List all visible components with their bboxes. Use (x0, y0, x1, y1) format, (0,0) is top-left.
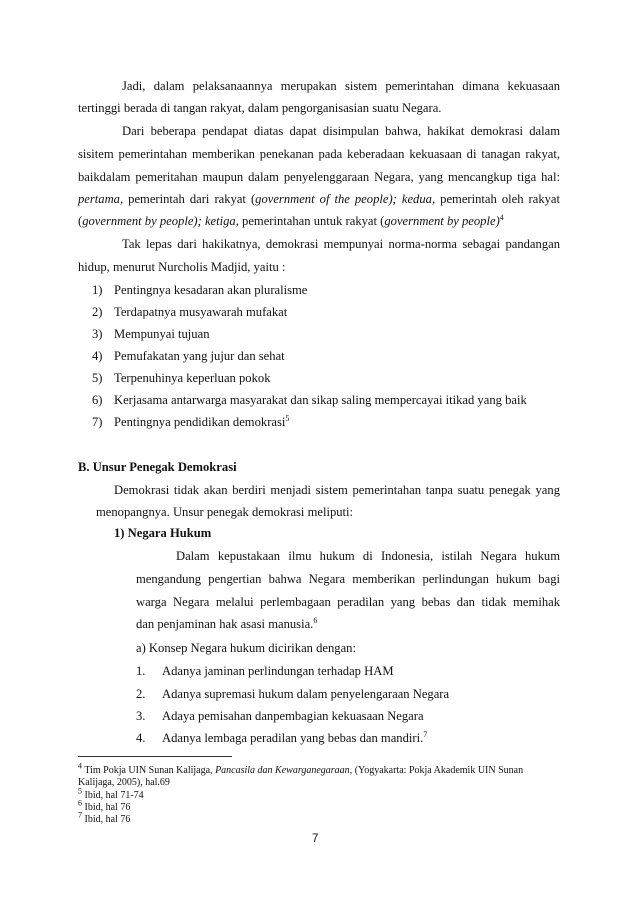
list-text: Terpenuhinya keperluan pokok (114, 371, 271, 385)
list-text: Adanya supremasi hukum dalam penyelengaraan Negara (162, 687, 450, 701)
list-text: Pentingnya pendidikan demokrasi (114, 415, 286, 429)
list-item (92, 348, 285, 364)
text-segment: pemerintah dari rakyat ( (123, 192, 256, 206)
negara-hukum-line-1: Dalam kepustakaan ilmu hukum di Indonesia, istilah Negara hukum (176, 549, 560, 563)
italic-book-title: Pancasila dan Kewarganegaraan, (215, 765, 353, 776)
list-number: 2) (92, 305, 103, 319)
page-number: 7 (312, 833, 319, 845)
italic-pertama: pertama, (78, 192, 124, 206)
text-segment: Ibid, hal 76 (82, 814, 131, 825)
list-text: Pentingnya kesadaran akan pluralisme (114, 283, 308, 297)
negara-hukum-line-2: mengandung pengertian bahwa Negara memberikan perlindungan hukum bagi (136, 572, 560, 586)
footnote-4-line-2: Kalijaga, 2005), hal.69 (78, 777, 170, 788)
text-segment: ( (78, 214, 83, 228)
footnote-number: 5 (78, 786, 82, 796)
list-text: Pemufakatan yang jujur dan sehat (114, 349, 285, 363)
footnote-number: 7 (78, 810, 82, 820)
paragraph-2-line-1: Dari beberapa pendapat diatas dapat disimpulan bahwa, hakikat demokrasi dalam (122, 124, 560, 138)
list-item (92, 304, 287, 320)
negara-hukum-line-3: warga Negara melalui perlembagaan peradilan yang bebas dan tidak memihak (136, 595, 560, 609)
list-number: 4) (92, 349, 103, 363)
text-segment: Tim Pokja UIN Sunan Kalijaga, (82, 765, 216, 776)
list-item (136, 708, 424, 724)
list-text: Adaya pemisahan danpembagian kekuasaan Negara (162, 709, 424, 723)
section-b-line-1: Demokrasi tidak akan berdiri menjadi sistem pemerintahan tanpa suatu penegak yang (114, 483, 560, 497)
section-b-line-2: menopangnya. Unsur penegak demokrasi meliputi: (96, 505, 354, 519)
subsection-heading: 1) Negara Hukum (114, 526, 212, 540)
paragraph-2-line-5 (78, 213, 504, 229)
footnote-7 (78, 810, 131, 826)
text-segment: (Yogyakarta: Pokja Akademik UIN Sunan (352, 765, 524, 776)
list-item (136, 730, 427, 746)
text-segment: pemerintah oleh rakyat (435, 192, 561, 206)
italic-government-by-people: government by people); ketiga, (82, 214, 239, 228)
paragraph-3-line-2: hidup, menurut Nurcholis Madjid, yaitu : (78, 260, 286, 274)
negara-hukum-line-4 (136, 616, 317, 632)
footnote-divider (78, 756, 232, 757)
list-number: 2. (136, 687, 146, 701)
list-number: 4. (136, 731, 146, 745)
list-number: 6) (92, 393, 103, 407)
list-text: Terdapatnya musyawarah mufakat (114, 305, 288, 319)
list-number: 1) (92, 283, 103, 297)
footnote-6 (78, 798, 131, 814)
list-item (92, 370, 271, 386)
footnote-ref-7: 7 (423, 729, 428, 739)
list-number: 7) (92, 415, 103, 429)
list-item (92, 326, 210, 342)
list-text: Adanya jaminan perlindungan terhadap HAM (162, 664, 394, 678)
section-heading: B. Unsur Penegak Demokrasi (78, 460, 237, 474)
list-item (136, 686, 449, 702)
list-number: 3. (136, 709, 146, 723)
sub-list-heading: a) Konsep Negara hukum dicirikan dengan: (136, 641, 356, 655)
list-item (92, 414, 289, 430)
list-number: 5) (92, 371, 103, 385)
paragraph-2-line-4 (78, 191, 560, 207)
text-segment: pemerintahan untuk rakyat ( (238, 214, 385, 228)
footnote-number: 4 (78, 761, 82, 771)
list-text: Kerjasama antarwarga masyarakat dan sikap saling mempercayai itikad yang baik (114, 393, 527, 407)
list-item (136, 663, 394, 679)
list-text: Mempunyai tujuan (114, 327, 210, 341)
list-item (92, 282, 307, 298)
list-number: 3) (92, 327, 103, 341)
paragraph-2-line-3: baikdalam pemeritahan maupun dalam penyelenggaraan Negara, yang mencangkup tiga hal: (78, 170, 560, 184)
list-number: 1. (136, 664, 146, 678)
paragraph-3-line-1: Tak lepas dari hakikatnya, demokrasi mempunyai norma-norma sebagai pandangan (122, 237, 560, 251)
list-text: Adanya lembaga peradilan yang bebas dan mandiri. (162, 731, 424, 745)
list-item (92, 392, 527, 408)
text-segment: Ibid, hal 76 (82, 802, 131, 813)
footnote-ref-5: 5 (285, 413, 290, 423)
footnote-number: 6 (78, 798, 82, 808)
footnote-ref-6: 6 (313, 615, 318, 625)
text-segment: dan penjaminan hak asasi manusia. (136, 617, 314, 631)
paragraph-1-line-2: tertinggi berada di tangan rakyat, dalam pengorganisasian suatu Negara. (78, 101, 442, 115)
footnote-4 (78, 761, 524, 777)
text-segment: Ibid, hal 71-74 (82, 790, 144, 801)
footnote-5 (78, 786, 144, 802)
italic-government-of-the-people: government of the people); kedua, (255, 192, 436, 206)
paragraph-1-line-1: Jadi, dalam pelaksanaannya merupakan sistem pemerintahan dimana kekuasaan (122, 79, 560, 93)
paragraph-2-line-2: sisitem pemerintahan memberikan penekanan pada keberadaan kekuasaan di tanagan rakyat, (78, 147, 560, 161)
footnote-ref-4: 4 (499, 212, 504, 222)
italic-government-by-people-2: government by people) (384, 214, 500, 228)
